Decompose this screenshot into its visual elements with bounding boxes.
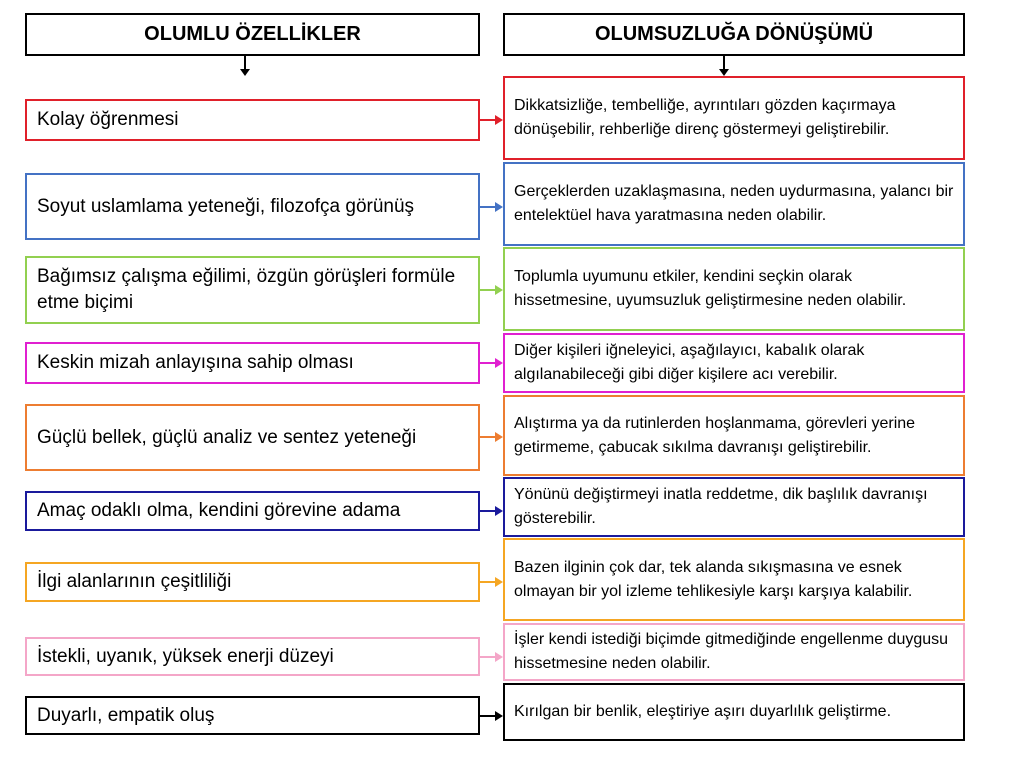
transform-arrow — [480, 200, 503, 214]
positive-trait-box — [25, 696, 480, 735]
negative-outcome-text: Dikkatsizliğe, tembelliğe, ayrıntıları gözden kaçırmaya dönüşebilir, rehberliğe direnç göstermeyi geliştirebilir. — [514, 97, 896, 138]
negative-outcome-text: Toplumla uyumunu etkiler, kendini seçkin olarak hissetmesine, uyumsuzluk geliştirmesine neden olabilir. — [514, 268, 907, 309]
negative-outcome-box — [503, 395, 965, 476]
positive-header: OLUMLU ÖZELLİKLER — [25, 13, 480, 56]
positive-trait-box — [25, 256, 480, 324]
positive-trait-text: Soyut uslamlama yeteneği, filozofça görünüş — [37, 195, 415, 217]
negative-outcome-box — [503, 623, 965, 681]
positive-trait-text: Güçlü bellek, güçlü analiz ve sentez yeteneği — [37, 426, 417, 448]
positive-trait-text: Duyarlı, empatik oluş — [37, 704, 215, 726]
positive-trait-box — [25, 99, 480, 141]
negative-outcome-text: Diğer kişileri iğneleyici, aşağılayıcı, kabalık olarak algılanabileceği gibi diğer kişilere acı verebilir. — [514, 342, 865, 383]
negative-outcome-box — [503, 477, 965, 537]
negative-outcome-text: Gerçeklerden uzaklaşmasına, neden uydurmasına, yalancı bir entelektüel hava yaratmasına neden olabilir. — [514, 183, 954, 224]
transform-arrow — [480, 283, 503, 297]
positive-trait-box — [25, 404, 480, 471]
positive-trait-box — [25, 342, 480, 384]
negative-outcome-text: Bazen ilginin çok dar, tek alanda sıkışmasına ve esnek olmayan bir yol izleme tehlikesiyle karşı karşıya kalabilir. — [514, 558, 913, 600]
positive-trait-text: Keskin mizah anlayışına sahip olması — [37, 352, 354, 373]
negative-outcome-text: Alıştırma ya da rutinlerden hoşlanmama, görevleri yerine getirmeme, çabucak sıkılma davranışı geliştirebilir. — [514, 414, 916, 456]
negative-outcome-box — [503, 76, 965, 160]
negative-outcome-box — [503, 162, 965, 246]
negative-header: OLUMSUZLUĞA DÖNÜŞÜMÜ — [503, 13, 965, 56]
positive-trait-text: Amaç odaklı olma, kendini görevine adama — [37, 500, 401, 521]
negative-outcome-text: Kırılgan bir benlik, eleştiriye aşırı duyarlılık geliştirme. — [514, 703, 892, 720]
negative-outcome-text: Yönünü değiştirmeyi inatla reddetme, dik başlılık davranışı gösterebilir. — [514, 486, 928, 527]
transform-arrow — [480, 430, 503, 444]
positive-trait-text: Bağımsız çalışma eğilimi, özgün görüşleri formüle etme biçimi — [37, 266, 456, 313]
positive-trait-box — [25, 173, 480, 240]
negative-outcome-box — [503, 538, 965, 621]
negative-outcome-box — [503, 247, 965, 331]
positive-trait-box — [25, 562, 480, 602]
transform-arrow — [480, 113, 503, 127]
positive-trait-text: Kolay öğrenmesi — [37, 109, 179, 130]
positive-trait-box — [25, 637, 480, 676]
positive-trait-text: İstekli, uyanık, yüksek enerji düzeyi — [37, 645, 334, 667]
negative-outcome-box — [503, 683, 965, 741]
transform-arrow — [480, 504, 503, 518]
transform-arrow — [480, 356, 503, 370]
transform-arrow — [480, 575, 503, 589]
transform-arrow — [480, 650, 503, 664]
down-arrow-left — [238, 56, 252, 76]
transform-arrow — [480, 709, 503, 723]
positive-trait-box — [25, 491, 480, 531]
negative-outcome-box — [503, 333, 965, 393]
down-arrow-right — [717, 56, 731, 76]
negative-outcome-text: İşler kendi istediği biçimde gitmediğinde engellenme duygusu hissetmesine neden olabilir. — [514, 631, 949, 672]
positive-trait-text: İlgi alanlarının çeşitliliği — [37, 571, 232, 592]
